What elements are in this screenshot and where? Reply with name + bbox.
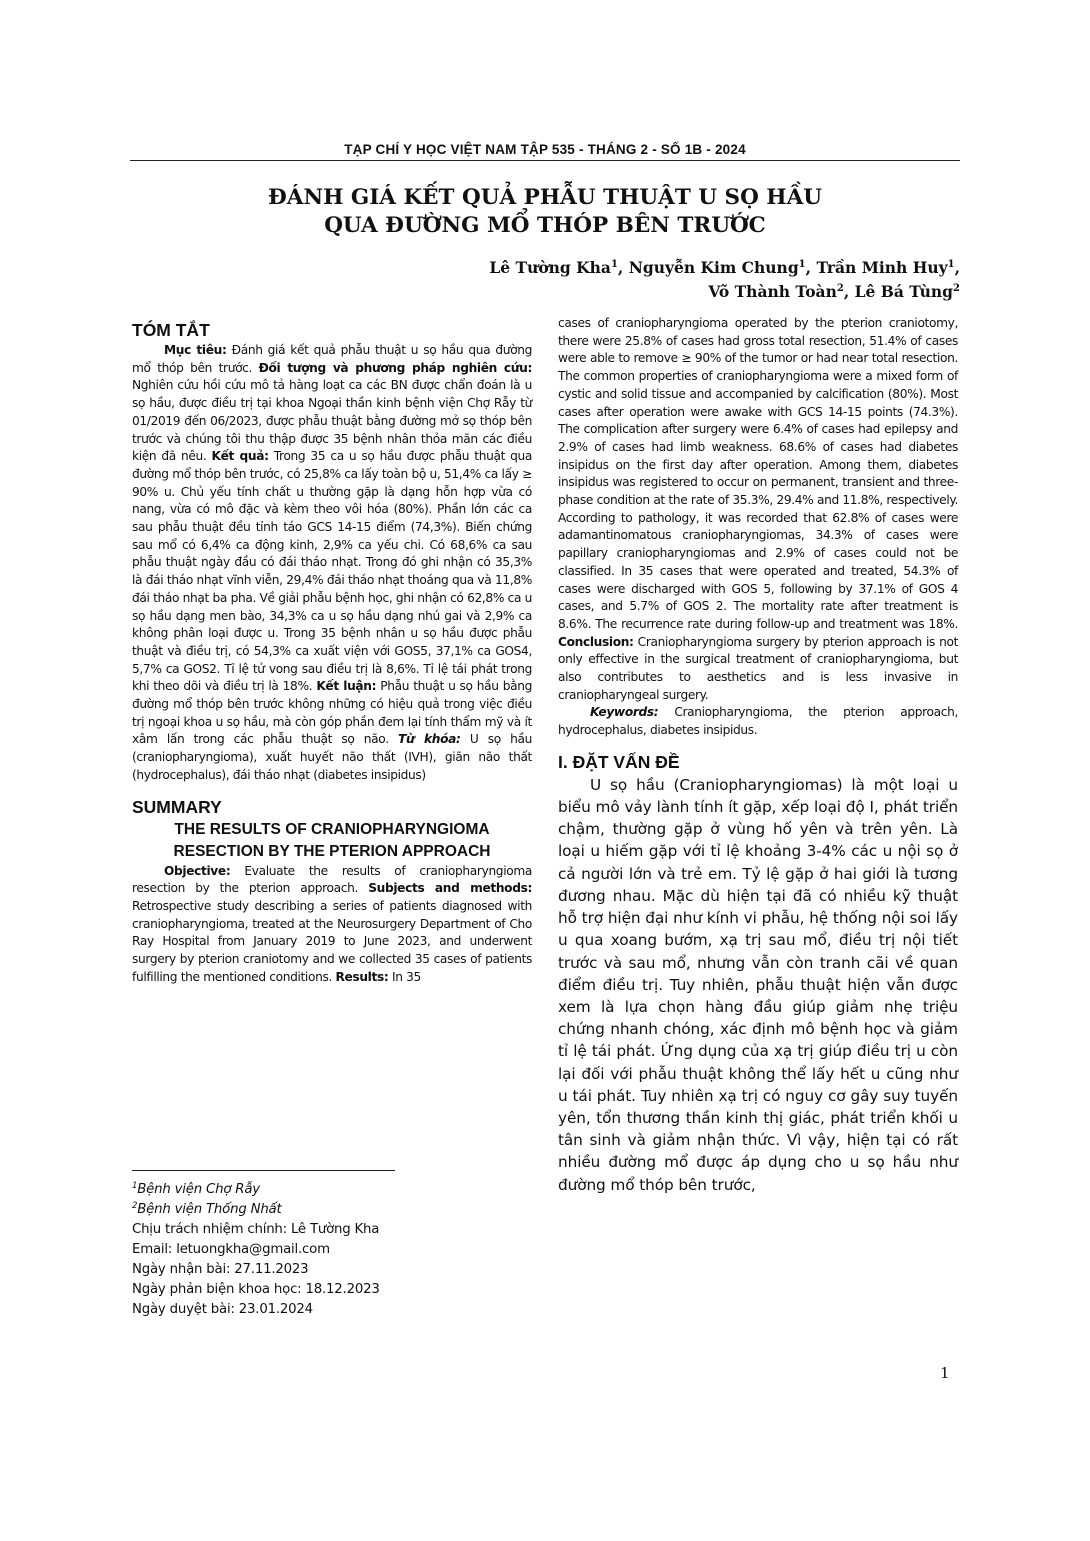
intro-paragraph: U sọ hầu (Craniopharyngiomas) là một loại u biểu mô vảy lành tính ít gặp, xếp loại độ I, phát triển chậm, thường gặp ở vùng hố yên và trên yên. Là loại u hiếm gặp với tỉ lệ khoảng 3-4% các u nội sọ ở cả người lớn và trẻ em. Tỷ lệ gặp ở hai giới là tương đương nhau. Mặc dù hiện tại đã có nhiều kỹ thuật hỗ trợ hiện đại như kính vi phẫu, hệ thống nội soi lấy u qua xoang bướm, xạ trị sau mổ, điều trị nội tiết trước và sau mổ, nhưng vẫn còn tranh cãi về quan điểm điều trị. Tuy nhiên, phẫu thuật hiện vẫn được xem là lựa chọn hàng đầu giúp giảm nhẹ triệu chứng nhanh chóng, xác định mô bệnh học và giảm tỉ lệ tái phát. Ứng dụng của xạ trị giúp điều trị u còn lại đối với phẫu thuật không thể lấy hết u cũng như u tái phát. Tuy nhiên xạ trị có nguy cơ gây suy tuyến yên, tổn thương thần kinh thị giác, phát triển khối u tân sinh và giảm nhận thức. Vì vậy, hiện tại có rất nhiều đường mổ được áp dụng cho u sọ hầu như đường mổ thóp bên trước, <box>558 775 958 1194</box>
author-list <box>360 256 960 304</box>
header-rule <box>130 160 960 161</box>
footnote-responsible-author: Chịu trách nhiệm chính: Lê Tường Kha <box>132 1222 380 1237</box>
en-methods-text: Retrospective study describing a series of patients diagnosed with craniopharyngioma, treated at the Neurosurgery Department of Cho Ray Hospital from January 2019 to June 2023, and underwent surgery by pterion craniotomy and we collected 35 cases of patients fulfilling the mentioned conditions. <box>132 898 532 984</box>
author-line-1: Lê Tường Kha$^1$, Nguyễn Kim Chung$^1$, Trần Minh Huy$^1$, <box>489 258 960 277</box>
footnote-affiliation-2: $^2$Bệnh viện Thống Nhất <box>132 1201 282 1217</box>
author-affiliation: 2 <box>836 283 844 294</box>
en-results-text-part1: In 35 <box>391 969 421 984</box>
footnotes <box>132 1180 532 1320</box>
vi-keywords-text: U sọ hầu (craniopharyngioma), xuất huyết não thất (IVH), giãn não thất (hydrocephalus), đái tháo nhạt (diabetes insipidus) <box>132 732 532 782</box>
vi-results-text: Trong 35 ca u sọ hầu được phẫu thuật qua đường mổ thóp bên trước, có 25,8% ca lấy toàn bộ u, 51,4% ca lấy ≥ 90% u. Chủ yếu tính chất u thường gặp là dạng hỗn hợp vừa có nang, vừa có mô đặc và kèm theo vôi hóa (80%). Phần lớn các ca sau phẫu thuật đều tỉnh táo GCS 14-15 điểm (74,3%). Biến chứng sau mổ có 6,4% ca động kinh, 2,9% ca yếu chi. Có 68,6% ca sau phẫu thuật ngày đầu có đái tháo nhạt. Trong đó ghi nhận có 35,3% là đái tháo nhạt vĩnh viễn, 29,4% đái tháo nhạt thoáng qua và 11,8% đái tháo nhạt ba pha. Về giải phẫu bệnh học, ghi nhận có 62,8% ca u sọ hầu dạng men bào, 34,3% ca u sọ hầu dạng nhú gai và 2,9% ca không phân loại được u. Trong 35 bệnh nhân u sọ hầu được phẫu thuật và điều trị, có 54,3% ca xuất viện với GOS5, 37,1% ca GOS4, 5,7% ca GOS2. Tỉ lệ tử vong sau điều trị là 8,6%. Tỉ lệ tái phát trong khi theo dõi và điều trị là 18%. <box>132 449 533 694</box>
footnote-rule <box>132 1170 395 1171</box>
author-name: Võ Thành Toàn <box>708 282 837 301</box>
author-name: Lê Bá Tùng <box>854 282 954 301</box>
vi-keywords-label: Từ khóa: <box>398 732 461 747</box>
en-abstract-heading: SUMMARY <box>132 796 222 817</box>
author-affiliation: 1 <box>798 259 806 270</box>
left-column <box>132 318 532 987</box>
footnote-date-received: Ngày nhận bài: 27.11.2023 <box>132 1262 309 1277</box>
author-name: Lê Tường Kha <box>489 258 611 277</box>
author-affiliation: 1 <box>610 259 618 270</box>
author-affiliation: 1 <box>947 259 955 270</box>
footnote-affiliation-1: $^1$Bệnh viện Chợ Rẫy <box>132 1181 260 1197</box>
spacer <box>558 740 958 750</box>
right-column <box>558 315 958 1196</box>
footnote-date-accepted: Ngày duyệt bài: 23.01.2024 <box>132 1302 313 1317</box>
en-abstract-title-line1: THE RESULTS OF CRANIOPHARYNGIOMA <box>174 820 490 838</box>
en-keywords-label: Keywords: <box>590 705 659 720</box>
intro-heading: I. ĐẶT VẤN ĐỀ <box>558 751 680 772</box>
spacer <box>132 785 532 795</box>
article-title <box>130 184 960 240</box>
vi-results-label: Kết quả: <box>211 449 269 464</box>
en-keywords <box>558 704 958 739</box>
author-name: Trần Minh Huy <box>816 258 948 277</box>
en-conclusion-text: Craniopharyngioma surgery by pterion approach is not only effective in the surgical treatment of craniopharyngioma, but also contributes to aesthetics and is less invasive in craniopharyngeal surgery. <box>558 634 958 702</box>
vi-conclusion-text: Phẫu thuật u sọ hầu bằng đường mổ thóp bên trước không những có hiệu quả trong việc điều trị ngoại khoa u sọ hầu, mà còn góp phần đem lại tính thẩm mỹ và ít xâm lấn trong các phẫu thuật sọ não. <box>132 679 532 747</box>
vi-methods-label: Đối tượng và phương pháp nghiên cứu: <box>258 360 532 375</box>
en-objective-label: Objective: <box>164 863 231 878</box>
footnote-date-reviewed: Ngày phản biện khoa học: 18.12.2023 <box>132 1282 380 1297</box>
vi-conclusion-label: Kết luận: <box>316 679 377 694</box>
vi-abstract-body <box>132 342 532 785</box>
vi-abstract-heading: TÓM TẮT <box>132 320 210 340</box>
en-results-label: Results: <box>335 969 389 984</box>
en-results-text-part2: cases of craniopharyngioma operated by the pterion craniotomy, there were 25.8% of cases had gross total resection, 51.4% of cases were able to remove ≥ 90% of the tumor or had near total resection. The common properties of craniopharyngioma were a mixed form of cystic and solid tissue and accompanied by calcification (80%). Most cases after operation were awake with GCS 14-15 points (74.3%). The complication after surgery were 6.4% of cases had epilepsy and 2.9% of cases had limb weakness. 68.6% of cases had diabetes insipidus on the first day after operation. Among them, diabetes insipidus was registered to occur on permanent, transient and three-phase condition at the rate of 35.3%, 29.4% and 11.8%, respectively. According to pathology, it was recorded that 62.8% of cases were adamantinomatous craniopharyngiomas, 34.3% of cases were papillary craniopharyngiomas and 2.9% of cases could not be classified. In 35 cases that were operated and treated, 54.3% of cases were discharged with GOS 5, following by 37.1% of GOS 4 cases, and 5.7% of GOS 2. The mortality rate after treatment is 8.6%. The recurrence rate during follow-up and treatment was 18%. <box>558 316 958 631</box>
en-abstract-title-line2: RESECTION BY THE PTERION APPROACH <box>173 842 491 860</box>
en-abstract-body-cont <box>558 315 958 704</box>
en-conclusion-label: Conclusion: <box>558 634 634 649</box>
footnote-email: Email: letuongkha@gmail.com <box>132 1242 330 1257</box>
vi-objective-label: Mục tiêu: <box>164 343 227 357</box>
en-abstract-title <box>132 819 532 863</box>
vi-methods-text: Nghiên cứu hồi cứu mô tả hàng loạt ca các BN được chẩn đoán là u sọ hầu, được điều trị tại khoa Ngoại thần kinh bệnh viện Chợ Rẫy từ 01/2019 đến 06/2023, được phẫu thuật bằng đường mở sọ thóp bên trước và chúng tôi thu thập được 35 bệnh nhân thỏa mãn các điều kiện đã nêu. <box>132 378 532 464</box>
journal-header: TẠP CHÍ Y HỌC VIỆT NAM TẬP 535 - THÁNG 2 - SỐ 1B - 2024 <box>344 142 746 157</box>
en-objective-text: Evaluate the results of craniopharyngioma resection by the pterion approach. <box>132 863 532 896</box>
page-number: 1 <box>940 1364 950 1382</box>
en-keywords-text: Craniopharyngioma, the pterion approach, hydrocephalus, diabetes insipidus. <box>558 705 958 738</box>
author-affiliation: 2 <box>953 283 960 294</box>
article-title-line2: QUA ĐƯỜNG MỔ THÓP BÊN TRƯỚC <box>324 213 766 238</box>
article-title-line1: ĐÁNH GIÁ KẾT QUẢ PHẪU THUẬT U SỌ HẦU <box>267 185 823 210</box>
author-name: Nguyễn Kim Chung <box>628 258 799 277</box>
vi-objective-text: Đánh giá kết quả phẫu thuật u sọ hầu qua đường mổ thóp bên trước. <box>132 343 532 375</box>
en-methods-label: Subjects and methods: <box>368 881 532 896</box>
en-abstract-body-start <box>132 863 532 987</box>
author-line-2: Võ Thành Toàn$^2$, Lê Bá Tùng$^2$ <box>708 282 960 301</box>
